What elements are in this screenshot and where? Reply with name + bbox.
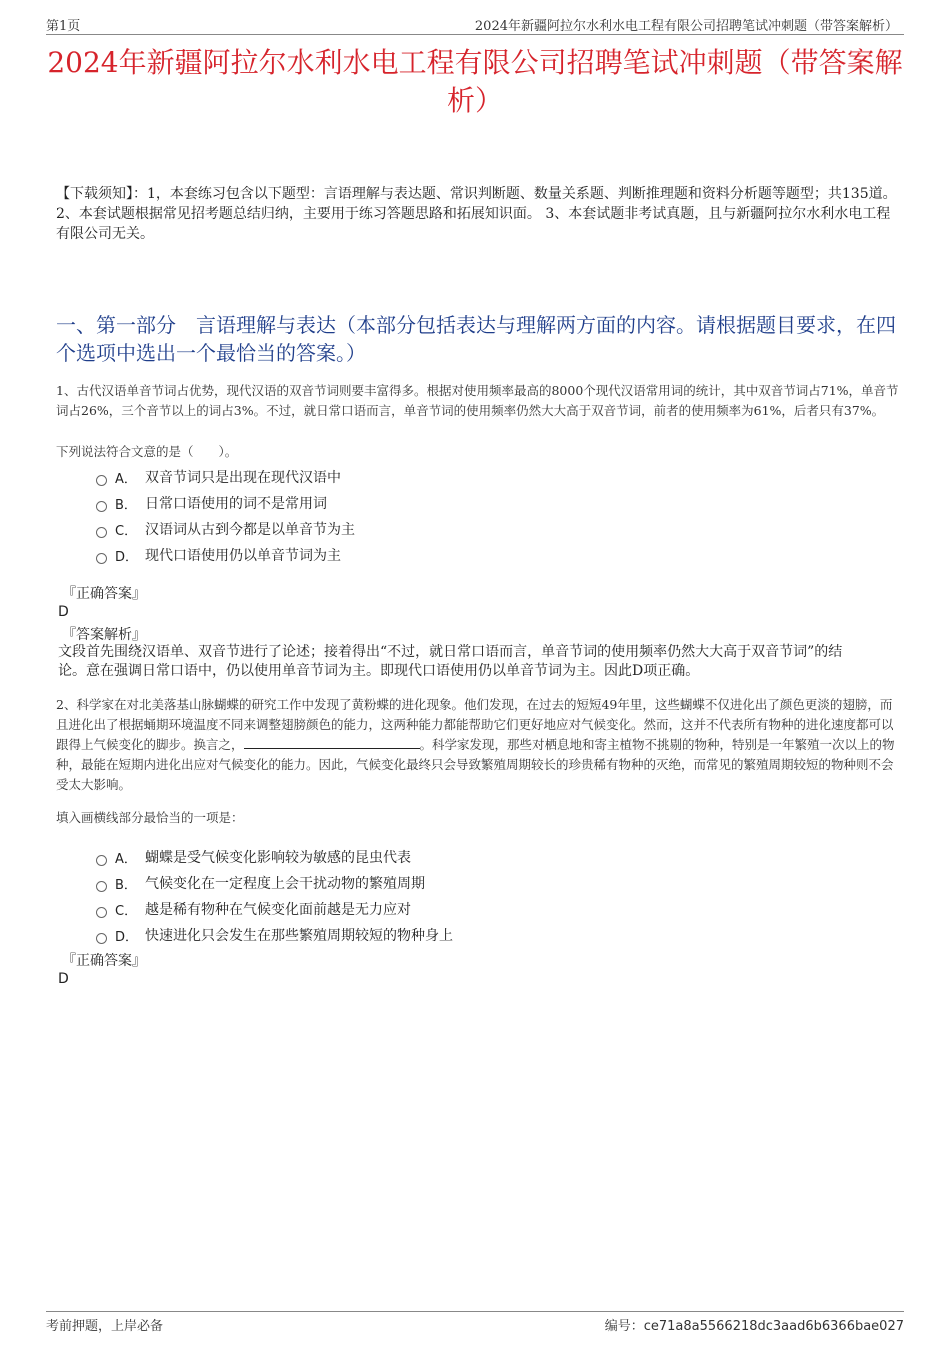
option-letter: A． [115, 471, 137, 487]
question-1-analysis-label: 『答案解析』 [62, 627, 146, 643]
option-text: 现代口语使用仍以单音节词为主 [145, 548, 341, 564]
page-header [46, 12, 904, 35]
question-1-analysis: 文段首先围绕汉语单、双音节进行了论述；接着得出“不过，就日常口语而言，单音节词的使用频率仍然大大高于双音节词”的结论。意在强调日常口语中，仍以使用单音节词为主。即现代口语使用仍以单音节词为主。因此D项正确。 [58, 644, 843, 679]
radio-icon[interactable] [96, 501, 107, 512]
option-letter: C． [115, 523, 138, 539]
option-text: 汉语词从古到今都是以单音节为主 [145, 522, 355, 538]
question-1-option-c[interactable] [96, 516, 355, 542]
option-letter: C． [115, 903, 138, 919]
footer-code: ce71a8a5566218dc3aad6b6366bae027 [643, 1319, 904, 1334]
page-number: 第1页 [46, 19, 81, 34]
option-text: 双音节词只是出现在现代汉语中 [145, 470, 341, 486]
radio-icon[interactable] [96, 881, 107, 892]
option-text: 气候变化在一定程度上会干扰动物的繁殖周期 [145, 876, 425, 892]
question-2-answer-label: 『正确答案』 [62, 953, 146, 969]
question-2-answer: D [58, 971, 69, 987]
option-letter: B． [115, 497, 137, 513]
download-notice: 【下载须知】：1，本套练习包含以下题型：言语理解与表达题、常识判断题、数量关系题、判断推理题和资料分析题等题型；共135道。 2、本套试题根据常见招考题总结归纳，主要用于练习答题思路和拓展知识面。 3、本套试题非考试真题，且与新疆阿拉尔水利水电工程有限公司无关。 [56, 186, 897, 242]
footer-code-block [605, 1315, 904, 1334]
page-footer [46, 1311, 904, 1336]
option-letter: B． [115, 877, 137, 893]
question-2-option-d[interactable] [96, 922, 453, 948]
question-1-option-b[interactable] [96, 490, 355, 516]
radio-icon[interactable] [96, 527, 107, 538]
question-2-options [96, 844, 453, 948]
question-2-prompt: 填入画横线部分最恰当的一项是： [56, 810, 244, 825]
question-1-answer: D [58, 604, 69, 620]
section-heading: 一、第一部分 言语理解与表达（本部分包括表达与理解两方面的内容。请根据题目要求，在四个选项中选出一个最恰当的答案。） [56, 313, 896, 365]
option-letter: D． [115, 549, 139, 565]
question-2-option-c[interactable] [96, 896, 453, 922]
question-2-option-a[interactable] [96, 844, 453, 870]
radio-icon[interactable] [96, 553, 107, 564]
option-text: 蝴蝶是受气候变化影响较为敏感的昆虫代表 [145, 850, 411, 866]
radio-icon[interactable] [96, 475, 107, 486]
question-1-stem: 1、古代汉语单音节词占优势，现代汉语的双音节词则要丰富得多。根据对使用频率最高的8000个现代汉语常用词的统计，其中双音节词占71%，单音节词占26%，三个音节以上的词占3%。不过，就日常口语而言，单音节词的使用频率仍然大大高于双音节词，前者的使用频率为61%，后者只有37%。 [56, 383, 899, 418]
question-1-prompt: 下列说法符合文意的是（ ）。 [56, 444, 238, 459]
radio-icon[interactable] [96, 933, 107, 944]
radio-icon[interactable] [96, 855, 107, 866]
question-1-options [96, 464, 355, 568]
question-2-stem-after: 。科学家发现，那些对栖息地和寄主植物不挑剔的物种，特别是一年繁殖一次以上的物种，最能在短期内进化出应对气候变化的能力。因此，气候变化最终只会导致繁殖周期较长的珍贵稀有物种的灭绝，而常见的繁殖周期较短的物种则不会受太大影响。 [56, 737, 895, 792]
question-1-answer-label: 『正确答案』 [62, 586, 146, 602]
option-text: 越是稀有物种在气候变化面前越是无力应对 [145, 902, 411, 918]
footer-code-label: 编号： [604, 1319, 644, 1334]
question-2-stem [56, 695, 904, 795]
document-title: 2024年新疆阿拉尔水利水电工程有限公司招聘笔试冲刺题（带答案解析） [47, 46, 903, 117]
option-text: 日常口语使用的词不是常用词 [145, 496, 327, 512]
option-letter: D． [115, 929, 139, 945]
option-letter: A． [115, 851, 137, 867]
question-2-option-b[interactable] [96, 870, 453, 896]
footer-slogan: 考前押题，上岸必备 [46, 1319, 164, 1334]
question-2-stem-before: 2、科学家在对北美落基山脉蝴蝶的研究工作中发现了黄粉蝶的进化现象。他们发现，在过去的短短49年里，这些蝴蝶不仅进化出了颜色更淡的翅膀，而且进化出了根据蛹期环境温度不同来调整翅膀颜色的能力，这两种能力都能帮助它们更好地应对气候变化。然而，这并不代表所有物种的进化速度都可以跟得上气候变化的脚步。换言之， [56, 697, 894, 752]
option-text: 快速进化只会发生在那些繁殖周期较短的物种身上 [145, 928, 453, 944]
header-doc-title: 2024年新疆阿拉尔水利水电工程有限公司招聘笔试冲刺题（带答案解析） [474, 19, 898, 34]
radio-icon[interactable] [96, 907, 107, 918]
question-1-option-a[interactable] [96, 464, 355, 490]
fill-blank-line [244, 736, 420, 749]
question-1-option-d[interactable] [96, 542, 355, 568]
